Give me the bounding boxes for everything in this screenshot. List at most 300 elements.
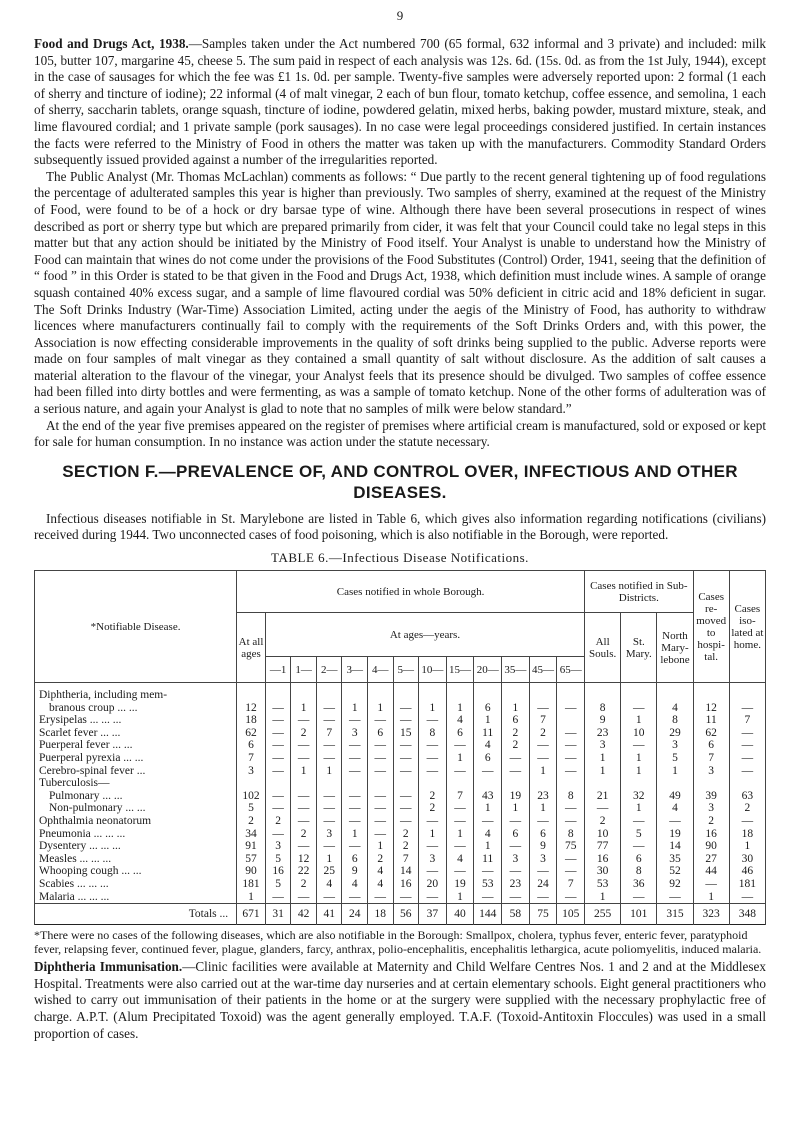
table-cell: 1 xyxy=(316,853,342,866)
table-cell: 1 xyxy=(342,828,368,841)
header-age-col: 2— xyxy=(316,657,342,683)
totals-cell: 31 xyxy=(265,904,291,925)
header-disease: *Notifiable Disease. xyxy=(35,571,237,683)
table-cell xyxy=(474,689,502,702)
table-cell: 5 xyxy=(621,828,657,841)
disease-name: Pneumonia ... ... ... xyxy=(35,828,237,841)
table-cell: — xyxy=(342,790,368,803)
table-cell: — xyxy=(502,815,530,828)
table-cell: 25 xyxy=(316,865,342,878)
table-cell: 53 xyxy=(585,878,621,891)
totals-cell: 315 xyxy=(657,904,693,925)
header-age-col: 45— xyxy=(529,657,557,683)
totals-cell: 101 xyxy=(621,904,657,925)
table-cell: — xyxy=(291,790,317,803)
table-cell: — xyxy=(446,840,474,853)
table-cell: 4 xyxy=(367,878,393,891)
table-cell: 2 xyxy=(419,802,447,815)
table-cell xyxy=(393,689,419,702)
totals-cell: 37 xyxy=(419,904,447,925)
table-cell: — xyxy=(474,865,502,878)
table-cell: — xyxy=(621,702,657,715)
header-isolated: Cases iso-lated at home. xyxy=(729,571,765,683)
table-cell: — xyxy=(367,815,393,828)
disease-name: Tuberculosis— xyxy=(35,777,237,790)
table-row xyxy=(35,752,766,765)
table-cell: 2 xyxy=(419,790,447,803)
disease-name: Puerperal pyrexia ... ... xyxy=(35,752,237,765)
table-cell: — xyxy=(265,765,291,778)
header-age-col: 3— xyxy=(342,657,368,683)
table-cell: — xyxy=(316,840,342,853)
table-cell: — xyxy=(621,840,657,853)
table-cell: 3 xyxy=(585,739,621,752)
header-st-mary: St. Mary. xyxy=(621,613,657,683)
table-cell: 46 xyxy=(729,865,765,878)
table-cell: 3 xyxy=(265,840,291,853)
table-cell: 1 xyxy=(367,702,393,715)
table-cell: 3 xyxy=(316,828,342,841)
table-footnote: *There were no cases of the following diseases, which are also notifiable in the Borough: Smallpox, cholera, typhus fever, enteric fever, paratyphoid fever, relapsing fever, continued fever, plague, glanders, farcy, anthrax, polio-encephalitis, encephalitis lethargica, acute poliomyelitis, induced malaria. xyxy=(34,928,762,956)
header-north-marylebone: North Mary-lebone xyxy=(657,613,693,683)
table-cell: 7 xyxy=(557,878,585,891)
table-cell: 6 xyxy=(502,714,530,727)
table-cell: 2 xyxy=(729,802,765,815)
table-cell: 181 xyxy=(237,878,266,891)
table-cell: — xyxy=(291,815,317,828)
table-cell: — xyxy=(446,739,474,752)
table-cell: 1 xyxy=(693,891,729,904)
table-cell: — xyxy=(446,815,474,828)
table-cell: 44 xyxy=(693,865,729,878)
table-cell: 1 xyxy=(621,714,657,727)
table-cell: — xyxy=(316,714,342,727)
table-cell: — xyxy=(342,714,368,727)
table-cell: — xyxy=(557,752,585,765)
disease-name: Puerperal fever ... ... xyxy=(35,739,237,752)
table-cell: 8 xyxy=(657,714,693,727)
header-age-col: 4— xyxy=(367,657,393,683)
table-cell: 62 xyxy=(237,727,266,740)
table-cell xyxy=(393,777,419,790)
table-cell: — xyxy=(342,739,368,752)
table-cell: 24 xyxy=(529,878,557,891)
table-cell: 7 xyxy=(446,790,474,803)
table-cell: — xyxy=(729,752,765,765)
table-cell: 1 xyxy=(316,765,342,778)
table-cell: 3 xyxy=(237,765,266,778)
header-borough: Cases notified in whole Borough. xyxy=(237,571,585,613)
table-cell: — xyxy=(621,739,657,752)
table-row xyxy=(35,727,766,740)
table-cell xyxy=(265,777,291,790)
table-cell: 6 xyxy=(237,739,266,752)
table-cell: 6 xyxy=(693,739,729,752)
table-cell: — xyxy=(393,739,419,752)
table-cell: — xyxy=(529,891,557,904)
table-cell: 1 xyxy=(291,765,317,778)
table-cell: 2 xyxy=(502,739,530,752)
table-cell: 4 xyxy=(474,739,502,752)
table-cell xyxy=(557,689,585,702)
table-cell: 1 xyxy=(585,752,621,765)
table-cell: 11 xyxy=(474,727,502,740)
section-title: SECTION F.—PREVALENCE OF, AND CONTROL OVER, INFECTIOUS AND OTHER DISEASES. xyxy=(62,461,738,502)
table-cell: 2 xyxy=(367,853,393,866)
table-cell: 6 xyxy=(474,752,502,765)
table-cell: 90 xyxy=(237,865,266,878)
table-cell: 43 xyxy=(474,790,502,803)
table-cell: — xyxy=(316,752,342,765)
table-cell: 1 xyxy=(729,840,765,853)
table-cell: — xyxy=(502,840,530,853)
table-row xyxy=(35,714,766,727)
table-cell xyxy=(291,689,317,702)
disease-name: Whooping cough ... ... xyxy=(35,865,237,878)
table-cell: — xyxy=(316,815,342,828)
table-cell: 53 xyxy=(474,878,502,891)
table-cell: — xyxy=(393,714,419,727)
table-caption: TABLE 6.—Infectious Disease Notifications. xyxy=(271,550,529,566)
table-cell: 16 xyxy=(393,878,419,891)
header-age-col: 1— xyxy=(291,657,317,683)
table-cell: 8 xyxy=(419,727,447,740)
table-cell: — xyxy=(729,739,765,752)
table-cell: 16 xyxy=(585,853,621,866)
table-row xyxy=(35,815,766,828)
table-cell: — xyxy=(529,752,557,765)
table-cell xyxy=(557,777,585,790)
table-cell: 1 xyxy=(419,828,447,841)
table-cell: 3 xyxy=(693,802,729,815)
table-cell: 27 xyxy=(693,853,729,866)
table-row xyxy=(35,739,766,752)
table-cell: 19 xyxy=(446,878,474,891)
table-cell: — xyxy=(367,714,393,727)
table-cell: 63 xyxy=(729,790,765,803)
table-cell: — xyxy=(367,828,393,841)
table-row xyxy=(35,840,766,853)
table-row xyxy=(35,765,766,778)
table-cell xyxy=(316,689,342,702)
table-cell: — xyxy=(265,739,291,752)
totals-cell: 40 xyxy=(446,904,474,925)
header-age-col: 5— xyxy=(393,657,419,683)
table-cell: — xyxy=(557,802,585,815)
table-cell xyxy=(291,777,317,790)
table-cell: 1 xyxy=(621,802,657,815)
table-cell: — xyxy=(657,815,693,828)
table-cell xyxy=(693,777,729,790)
table-cell: 10 xyxy=(621,727,657,740)
table-row xyxy=(35,802,766,815)
table-cell: — xyxy=(446,765,474,778)
table-cell: 2 xyxy=(291,878,317,891)
totals-row xyxy=(35,904,766,925)
table-cell: 1 xyxy=(342,702,368,715)
table-cell: — xyxy=(342,815,368,828)
table-cell xyxy=(657,689,693,702)
table-cell: 1 xyxy=(585,891,621,904)
table-cell xyxy=(316,777,342,790)
table-cell: — xyxy=(291,752,317,765)
table-cell: 91 xyxy=(237,840,266,853)
table-cell: — xyxy=(367,739,393,752)
table-cell: 4 xyxy=(446,714,474,727)
table-cell: — xyxy=(474,891,502,904)
totals-cell: 41 xyxy=(316,904,342,925)
table-cell: — xyxy=(291,714,317,727)
table-cell: — xyxy=(557,891,585,904)
totals-cell: 18 xyxy=(367,904,393,925)
disease-name: Malaria ... ... ... xyxy=(35,891,237,904)
table-cell: 1 xyxy=(446,891,474,904)
table-cell: 7 xyxy=(693,752,729,765)
table-cell: — xyxy=(342,752,368,765)
table-cell: — xyxy=(502,765,530,778)
table-cell: 6 xyxy=(474,702,502,715)
table-cell: 1 xyxy=(474,714,502,727)
table-cell: — xyxy=(419,840,447,853)
table-cell xyxy=(342,777,368,790)
table-cell: 1 xyxy=(446,828,474,841)
table-cell: 2 xyxy=(502,727,530,740)
table-cell: 1 xyxy=(291,702,317,715)
header-age-col: 15— xyxy=(446,657,474,683)
table-cell: — xyxy=(419,765,447,778)
table-cell: 6 xyxy=(342,853,368,866)
table-cell xyxy=(693,689,729,702)
table-row xyxy=(35,865,766,878)
table-cell: 2 xyxy=(393,840,419,853)
table-cell: 1 xyxy=(446,702,474,715)
table-cell: 22 xyxy=(291,865,317,878)
table-cell: — xyxy=(393,702,419,715)
table-row xyxy=(35,702,766,715)
header-removed: Cases re-moved to hospi-tal. xyxy=(693,571,729,683)
table-cell: — xyxy=(419,714,447,727)
table-cell: 20 xyxy=(419,878,447,891)
disease-name: Pulmonary ... ... xyxy=(35,790,237,803)
table-cell: 1 xyxy=(657,765,693,778)
table-cell: — xyxy=(265,702,291,715)
header-age-col: 20— xyxy=(474,657,502,683)
table-cell: 1 xyxy=(237,891,266,904)
table-cell: 8 xyxy=(557,828,585,841)
table-cell: 6 xyxy=(502,828,530,841)
table-cell: — xyxy=(529,865,557,878)
table-cell: 5 xyxy=(265,853,291,866)
disease-name: branous croup ... ... xyxy=(35,702,237,715)
table-cell: — xyxy=(291,802,317,815)
table-cell: — xyxy=(529,815,557,828)
table-cell: 6 xyxy=(446,727,474,740)
disease-name: Measles ... ... ... xyxy=(35,853,237,866)
disease-name: Scabies ... ... ... xyxy=(35,878,237,891)
table-cell: — xyxy=(419,752,447,765)
table-cell xyxy=(729,689,765,702)
table-cell xyxy=(585,689,621,702)
table-cell xyxy=(621,777,657,790)
totals-cell: 58 xyxy=(502,904,530,925)
table-row xyxy=(35,853,766,866)
disease-name: Scarlet fever ... ... xyxy=(35,727,237,740)
table-cell: 3 xyxy=(693,765,729,778)
table-cell: — xyxy=(557,702,585,715)
table-cell: 35 xyxy=(657,853,693,866)
table-cell: — xyxy=(393,815,419,828)
table-cell: 1 xyxy=(529,802,557,815)
table-cell: 7 xyxy=(729,714,765,727)
table-cell: 16 xyxy=(693,828,729,841)
table-cell: — xyxy=(419,891,447,904)
disease-name: Dysentery ... ... ... xyxy=(35,840,237,853)
table-cell: — xyxy=(729,815,765,828)
table-cell: — xyxy=(419,865,447,878)
table-cell: — xyxy=(367,802,393,815)
totals-cell: 255 xyxy=(585,904,621,925)
table-cell: 102 xyxy=(237,790,266,803)
table-cell: 2 xyxy=(693,815,729,828)
table-cell: — xyxy=(291,840,317,853)
header-age-col: 35— xyxy=(502,657,530,683)
table-cell: — xyxy=(621,815,657,828)
table-cell: — xyxy=(557,727,585,740)
header-subdistricts: Cases notified in Sub-Districts. xyxy=(585,571,694,613)
table-cell: 4 xyxy=(474,828,502,841)
table-cell: 7 xyxy=(237,752,266,765)
table-cell: — xyxy=(265,790,291,803)
table-cell: 2 xyxy=(393,828,419,841)
table-row xyxy=(35,689,766,702)
table-cell: 1 xyxy=(446,752,474,765)
disease-name: Diphtheria, including mem- xyxy=(35,689,237,702)
table-cell: — xyxy=(316,790,342,803)
table-cell xyxy=(729,777,765,790)
table-cell: 11 xyxy=(693,714,729,727)
table-cell: 1 xyxy=(502,802,530,815)
table-cell: 1 xyxy=(419,702,447,715)
table-cell: 12 xyxy=(237,702,266,715)
table-cell: 1 xyxy=(529,765,557,778)
table-cell: 19 xyxy=(502,790,530,803)
table-cell: 14 xyxy=(393,865,419,878)
table-cell: 5 xyxy=(265,878,291,891)
table-cell: — xyxy=(557,765,585,778)
table-cell: — xyxy=(367,891,393,904)
table-cell: 1 xyxy=(621,765,657,778)
table-cell: — xyxy=(729,891,765,904)
table-cell: — xyxy=(393,752,419,765)
table-cell: — xyxy=(729,702,765,715)
table-cell: — xyxy=(693,878,729,891)
table-cell xyxy=(265,689,291,702)
table-cell: 6 xyxy=(621,853,657,866)
table-cell: 8 xyxy=(557,790,585,803)
table-cell: 3 xyxy=(529,853,557,866)
totals-cell: 75 xyxy=(529,904,557,925)
table-cell: 3 xyxy=(342,727,368,740)
table-cell: 18 xyxy=(237,714,266,727)
table-cell: 181 xyxy=(729,878,765,891)
table-cell: — xyxy=(316,739,342,752)
table-cell: — xyxy=(265,802,291,815)
table-cell xyxy=(529,689,557,702)
table-cell: — xyxy=(291,739,317,752)
table-cell: — xyxy=(529,739,557,752)
table-cell: — xyxy=(557,815,585,828)
table-cell: — xyxy=(367,790,393,803)
table-cell: — xyxy=(557,739,585,752)
table-cell: — xyxy=(557,865,585,878)
header-age-col: 65— xyxy=(557,657,585,683)
food-drugs-paragraph xyxy=(34,36,766,169)
table-cell: 6 xyxy=(529,828,557,841)
table-cell xyxy=(502,689,530,702)
diphtheria-heading: Diphtheria Immunisation. xyxy=(34,959,183,975)
table-cell: 19 xyxy=(657,828,693,841)
table-cell: 5 xyxy=(237,802,266,815)
table-cell: — xyxy=(265,828,291,841)
table-cell: 15 xyxy=(393,727,419,740)
header-age-col: 10— xyxy=(419,657,447,683)
table-cell xyxy=(621,689,657,702)
disease-name: Ophthalmia neonatorum xyxy=(35,815,237,828)
table-cell: — xyxy=(474,765,502,778)
table-cell xyxy=(529,777,557,790)
table-cell: 1 xyxy=(621,752,657,765)
table-cell: — xyxy=(291,891,317,904)
food-drugs-text: —Samples taken under the Act numbered 700 (65 formal, 632 informal and 3 private) and included: milk 105, butter 107, margarine 45, cheese 5. The sum paid in respect of each analysis was 12s. 6d. (15s. 0d. as from the 1st July, 1944), except in the case of sausages for which the fee was £1 1s. 0d. per sample. Twenty-five samples were adversely reported upon: 2 formal (1 each of sherry and tincture of iodine); 22 informal (4 of malt vinegar, 2 each of bun flour, tomato ketchup, coffee essence, and semolina, 1 each of sherry, saccharin tablets, orange squash, tincture of iodine, powdered gelatin, mixed herbs, baking powder, mustard mixture, steak, and lime flavoured cordial; and 1 private sample (pork sausages). In no case were legal proceedings considered justified. In certain instances the facts were referred to the Ministry of Food in others the matter was taken up with the manufacturers. Commodity Standard Orders subsequently issued provided against a number of the irregularities reported. xyxy=(34,36,766,168)
diphtheria-text: —Clinic facilities were available at Maternity and Child Welfare Centres Nos. 1 and 2 and at the Middlesex Hospital. Treatments were also carried out at the war-time day nurseries and at certain elementary schools. Eight general practitioners who wished to carry out immunisation of their patients in the home or at the surgery were supplied with the necessary prophylactic free of charge. A.P.T. (Alum Precipitated Toxoid) was the agent generally employed. T.A.F. (Toxoid-Antitoxin Floccules) was used in a small proportion of cases. xyxy=(34,959,766,1041)
table-cell: 9 xyxy=(529,840,557,853)
notifications-table xyxy=(34,570,766,925)
table-cell: 4 xyxy=(367,865,393,878)
header-all-souls: All Souls. xyxy=(585,613,621,683)
table-cell xyxy=(502,777,530,790)
table-cell: 75 xyxy=(557,840,585,853)
table-cell: 3 xyxy=(502,853,530,866)
table-cell: 49 xyxy=(657,790,693,803)
table-cell: 36 xyxy=(621,878,657,891)
table-cell xyxy=(585,777,621,790)
table-cell: — xyxy=(474,815,502,828)
table-cell: 7 xyxy=(529,714,557,727)
table-cell: 10 xyxy=(585,828,621,841)
table-cell: 12 xyxy=(693,702,729,715)
table-cell: 2 xyxy=(585,815,621,828)
table-cell: — xyxy=(393,765,419,778)
section-intro: Infectious diseases notifiable in St. Marylebone are listed in Table 6, which gives also information regarding notifications (civilians) received during 1944. Two unconnected cases of food poisoning, which is also notifiable in the Borough, were reported. xyxy=(34,510,766,543)
table-cell: 6 xyxy=(367,727,393,740)
table-cell: 23 xyxy=(502,878,530,891)
table-cell: — xyxy=(446,865,474,878)
table-cell: 39 xyxy=(693,790,729,803)
table-cell: 16 xyxy=(265,865,291,878)
table-cell: 92 xyxy=(657,878,693,891)
table-cell: 90 xyxy=(693,840,729,853)
disease-name: Non-pulmonary ... ... xyxy=(35,802,237,815)
table-cell: 2 xyxy=(529,727,557,740)
table-cell xyxy=(474,777,502,790)
header-age-col: —1 xyxy=(265,657,291,683)
table-cell: — xyxy=(367,765,393,778)
table-cell: 1 xyxy=(474,840,502,853)
table-cell xyxy=(419,689,447,702)
totals-cell: 144 xyxy=(474,904,502,925)
table-cell: 4 xyxy=(657,802,693,815)
table-cell: — xyxy=(729,727,765,740)
